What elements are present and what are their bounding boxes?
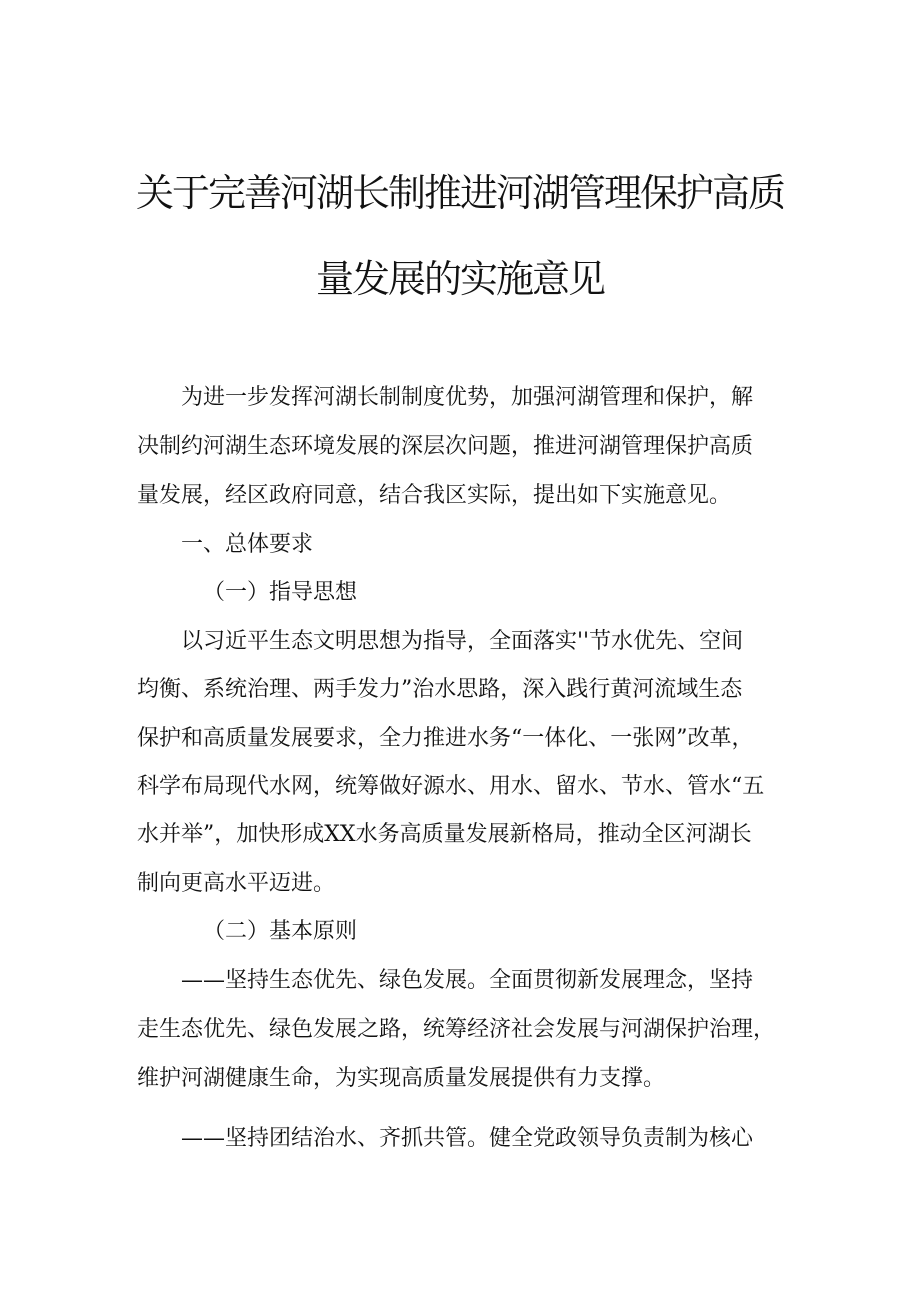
paragraph-line: 以习近平生态文明思想为指导，全面落实''节水优先、空间 (181, 629, 744, 654)
document-title-line-1: 关于完善河湖长制推进河湖管理保护高质 (135, 171, 784, 215)
paragraph-line: 保护和高质量发展要求，全力推进水务“一体化、一张网”改革， (137, 726, 754, 751)
paragraph-line: 维护河湖健康生命，为实现高质量发展提供有力支撑。 (137, 1066, 666, 1091)
subsection-heading: （二）基本原则 (203, 919, 358, 944)
paragraph-line: 走生态优先、绿色发展之路，统筹经济社会发展与河湖保护治理， (137, 1017, 776, 1042)
paragraph-line: 水并举”，加快形成XX水务高质量发展新格局，推动全区河湖长 (137, 822, 752, 847)
paragraph-line: 科学布局现代水网，统筹做好源水、用水、留水、节水、管水“五 (137, 774, 765, 799)
paragraph-line: 为进一步发挥河湖长制制度优势，加强河湖管理和保护，解 (181, 385, 754, 410)
paragraph-line: 均衡、系统治理、两手发力”治水思路，深入践行黄河流域生态 (137, 677, 743, 702)
paragraph-line: ——坚持团结治水、齐抓共管。健全党政领导负责制为核心 (181, 1126, 754, 1151)
paragraph-line: 量发展，经区政府同意，结合我区实际，提出如下实施意见。 (137, 483, 732, 508)
paragraph-line: ——坚持生态优先、绿色发展。全面贯彻新发展理念，坚持 (181, 968, 754, 993)
section-heading: 一、总体要求 (181, 532, 314, 557)
document-title-line-2: 量发展的实施意见 (315, 257, 604, 301)
paragraph-line: 决制约河湖生态环境发展的深层次问题，推进河湖管理保护高质 (137, 434, 754, 459)
paragraph-line: 制向更高水平迈进。 (137, 871, 336, 896)
subsection-heading: （一）指导思想 (203, 580, 358, 605)
